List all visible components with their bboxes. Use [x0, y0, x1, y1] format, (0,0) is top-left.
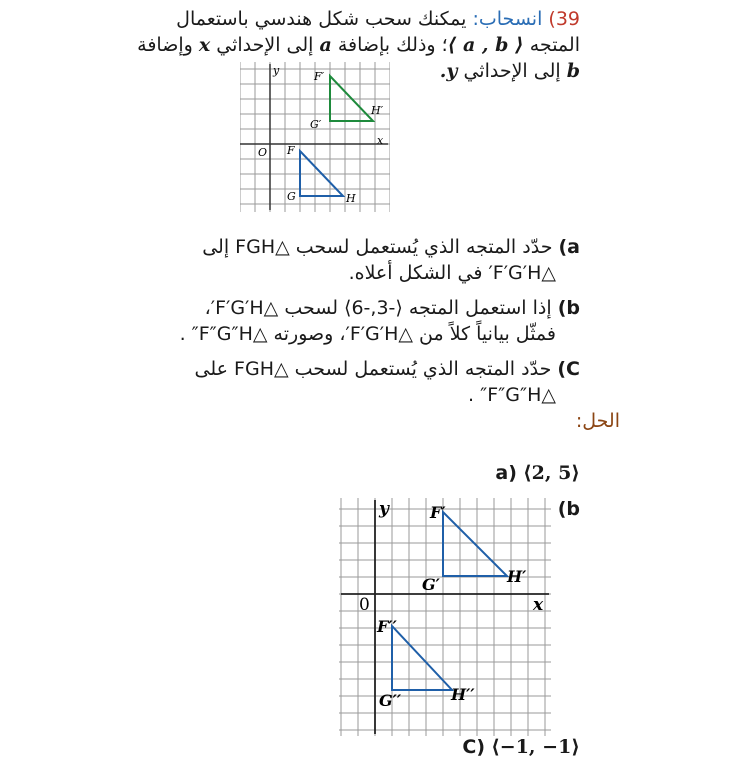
solution-c-label: C): [462, 736, 486, 758]
point-G2-label-2: G′′: [379, 691, 402, 710]
point-H-label: H: [346, 192, 356, 205]
point-H2-label-2: H′′: [451, 685, 475, 704]
problem-text-2b: ؛ وذلك بإضافة: [337, 34, 448, 56]
part-a-label: a): [558, 236, 580, 258]
part-a-line-2: [349, 260, 556, 286]
var-x: x: [198, 34, 211, 56]
point-H1-label: H′: [371, 104, 384, 117]
point-H1-label-2: H′: [507, 567, 527, 586]
origin-label-1: O: [258, 146, 268, 159]
point-F-label: F: [287, 144, 295, 157]
problem-keyword: انسحاب:: [472, 8, 543, 30]
part-b-line-1: [205, 295, 580, 321]
part-b-line-2: [180, 321, 556, 347]
x-label-2: x: [533, 595, 544, 615]
part-a-line-1: [202, 234, 580, 260]
problem-text-2a: المتجه: [529, 34, 580, 56]
origin-label-2: 0: [359, 595, 370, 615]
point-G1-label-2: G′: [422, 575, 440, 594]
point-G1-label: G′: [310, 118, 322, 131]
solution-b: [558, 496, 580, 522]
part-a-text-2: △F′G′H′ في الشكل أعلاه.: [348, 262, 556, 284]
solution-b-label: b): [557, 498, 580, 520]
part-b-text-1: إذا استعمل المتجه ⟨-3,-6⟩ لسحب △F′G′H′،: [204, 297, 552, 319]
grid-1: [240, 62, 390, 212]
problem-text-1: يمكنك سحب شكل هندسي باستعمال: [176, 8, 467, 30]
solution-title: الحل:: [575, 410, 620, 432]
problem-text-2c: إلى الإحداثي: [216, 34, 314, 56]
problem-line-2: [137, 32, 580, 58]
solution-c: [462, 734, 580, 760]
point-G-label: G: [287, 190, 296, 203]
part-c-text-1: حدّد المتجه الذي يُستعمل لسحب △FGH على: [194, 358, 552, 380]
problem-number: 39): [548, 8, 580, 30]
problem-text-3: إلى الإحداثي: [463, 60, 561, 82]
problem-line-3: [440, 58, 580, 84]
part-c-text-2: △F″G″H″ .: [468, 384, 556, 406]
point-F2-label-2: F′′: [377, 617, 397, 636]
solution-c-answer: ⟨−1, −1⟩: [491, 736, 580, 758]
part-c-label: C): [557, 358, 580, 380]
point-F1-label-2: F′: [430, 503, 446, 522]
solution-a-answer: ⟨2, 5⟩: [522, 462, 580, 484]
part-a-text-1: حدّد المتجه الذي يُستعمل لسحب △FGH إلى: [202, 236, 553, 258]
part-c-line-2: [468, 382, 556, 408]
var-y: y.: [439, 60, 458, 82]
y-label-1: y: [273, 64, 280, 77]
var-a: a: [319, 34, 332, 56]
problem-line-1: [176, 6, 580, 32]
part-c-line-1: [195, 356, 580, 382]
point-F1-label: F′: [314, 70, 325, 83]
y-label-2: y: [379, 499, 389, 519]
triangle-f1g1h1-2: [443, 512, 507, 576]
part-b-text-2: فمثّل بيانياً كلاً من △F′G′H′، وصورته △F″G″H″ .: [179, 323, 556, 345]
solution-a-label: a): [495, 462, 517, 484]
problem-text-2d: وإضافة: [137, 34, 193, 56]
grid-2: [339, 498, 551, 736]
vector-ab: ⟨ a , b ⟩: [447, 34, 524, 56]
var-b: b: [566, 60, 580, 82]
x-label-1: x: [377, 134, 384, 147]
solution-a: [495, 460, 580, 486]
figure-2-graph: [339, 498, 551, 736]
figure-1-graph: [240, 62, 390, 212]
part-b-label: b): [557, 297, 580, 319]
